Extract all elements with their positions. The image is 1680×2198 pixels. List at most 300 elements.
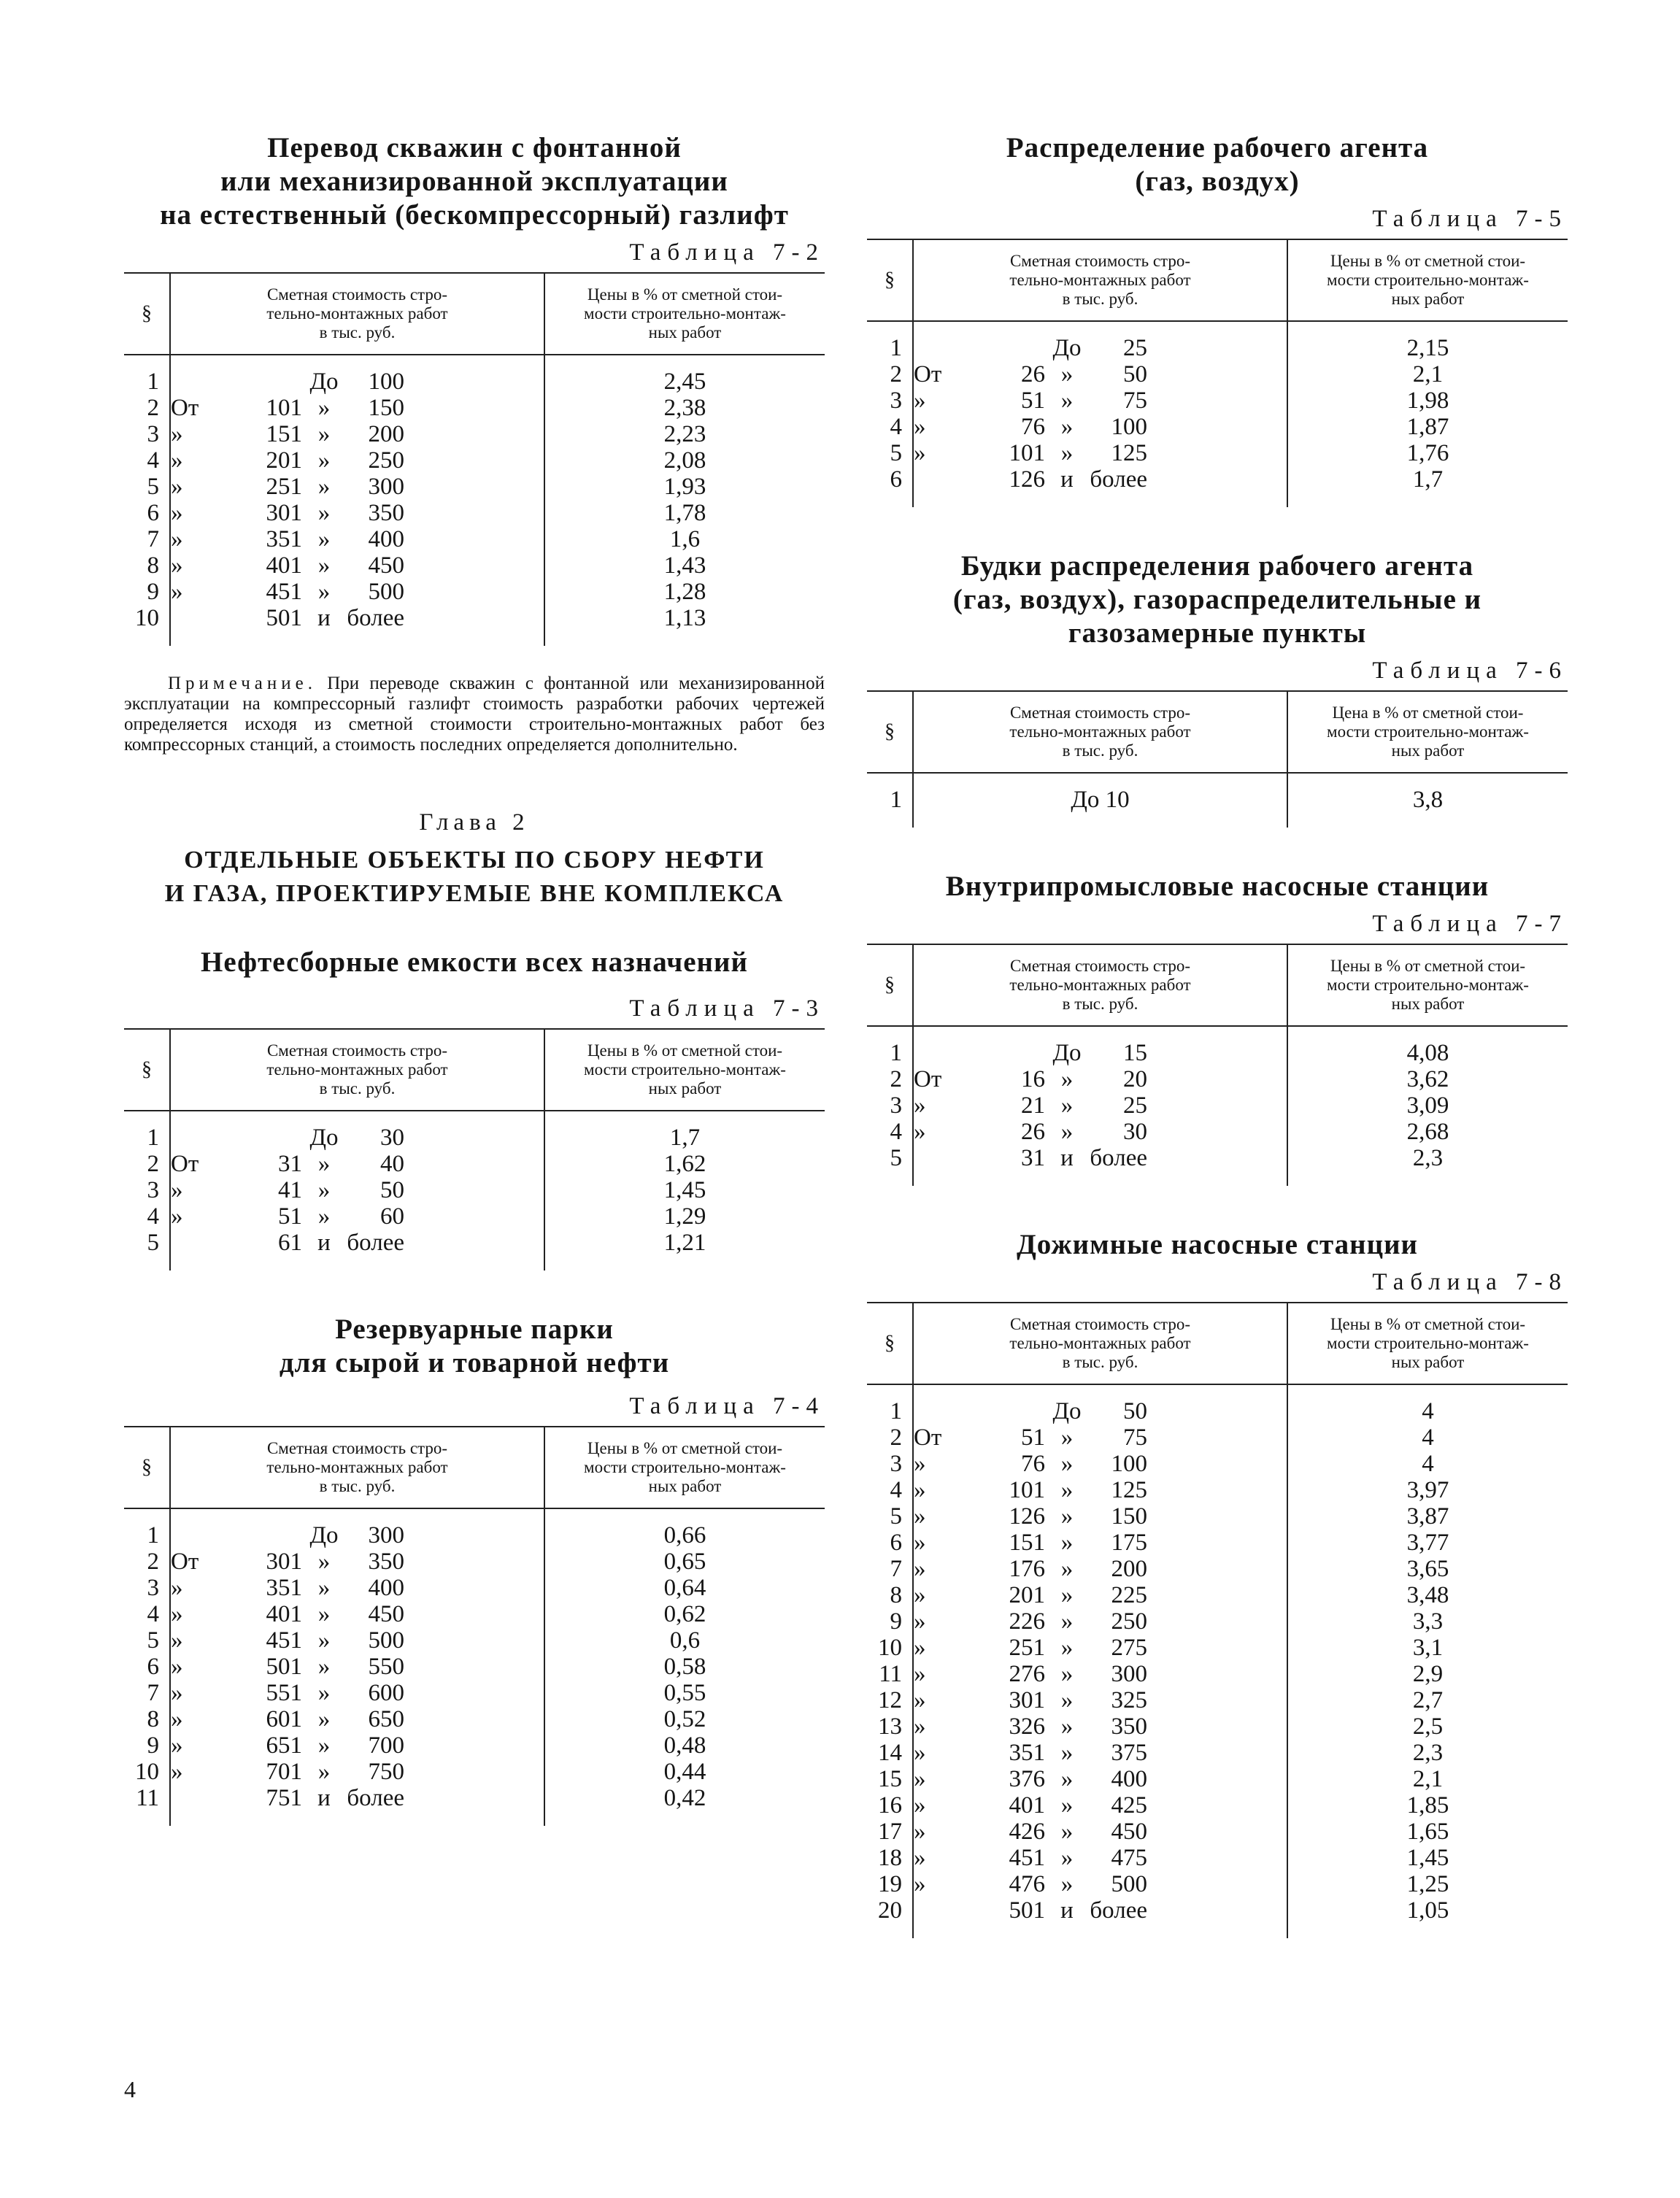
- range-sep: »: [317, 1759, 331, 1785]
- table-7-7-label: Таблица 7-7: [1372, 911, 1568, 937]
- range-to: более: [347, 605, 404, 631]
- cost-range: [914, 1635, 1147, 1661]
- cost-range: [914, 1687, 1147, 1713]
- range-to: 150: [1111, 1503, 1147, 1530]
- range-to: 200: [1111, 1556, 1147, 1582]
- price-percent: 2,1: [1287, 361, 1568, 387]
- table-row: [124, 1627, 825, 1654]
- range-sep: »: [317, 1680, 331, 1706]
- cost-range: [914, 1792, 1147, 1819]
- col-header-cost: Сметная стоимость стро- тельно-монтажных работ в тыс. руб.: [913, 1303, 1287, 1384]
- range-to: 25: [1123, 335, 1147, 361]
- cost-range: [914, 1040, 1147, 1066]
- range-to: 100: [368, 369, 404, 395]
- cost-range: [171, 605, 404, 631]
- range-sep: »: [317, 1203, 331, 1230]
- table-row: [867, 414, 1568, 440]
- cost-range: [171, 369, 404, 395]
- table-row: [867, 1871, 1568, 1897]
- range-to: 20: [1123, 1066, 1147, 1092]
- price-percent: 2,3: [1287, 1145, 1568, 1186]
- range-prefix: »: [914, 1556, 926, 1582]
- price-percent: 3,09: [1287, 1092, 1568, 1119]
- range-sep: »: [1060, 1740, 1074, 1766]
- range-to: 500: [1111, 1871, 1147, 1897]
- table-row: [124, 500, 825, 526]
- row-number: 10: [135, 605, 159, 631]
- range-prefix: »: [171, 421, 183, 447]
- col-header-section: §: [867, 944, 913, 1026]
- range-sep: и: [317, 1785, 331, 1811]
- range-sep: »: [317, 1601, 331, 1627]
- range-prefix: »: [914, 1608, 926, 1635]
- range-to: 550: [368, 1654, 404, 1680]
- range-to: 300: [368, 1522, 404, 1549]
- cost-range: [914, 1398, 1147, 1424]
- price-percent: 3,97: [1287, 1477, 1568, 1503]
- row-number: 4: [147, 447, 159, 474]
- range-sep: »: [1060, 1766, 1074, 1792]
- table-7-2: [124, 272, 825, 646]
- note-text: При переводе скважин с фонтанной или механизированной эксплуатации на компрессорный газлифт стоимость разработки рабочих чертежей определяется исходя из сметной стоимости строительно-монтажных работ без компрессорных станций, а стоимость последних определяется дополнительно.: [124, 674, 825, 755]
- range-from: 551: [266, 1680, 302, 1706]
- row-number: 4: [890, 414, 902, 440]
- range-sep: »: [1060, 1451, 1074, 1477]
- range-to: 275: [1111, 1635, 1147, 1661]
- range-from: 351: [266, 526, 302, 552]
- row-number: 4: [147, 1203, 159, 1230]
- cost-range: [171, 395, 404, 421]
- price-percent: 0,64: [544, 1575, 825, 1601]
- cost-range: [171, 421, 404, 447]
- range-sep: »: [1060, 1092, 1074, 1119]
- range-to: 425: [1111, 1792, 1147, 1819]
- price-percent: 1,87: [1287, 414, 1568, 440]
- price-percent: 1,7: [544, 1111, 825, 1151]
- table-row: [867, 1766, 1568, 1792]
- table-row: [124, 552, 825, 579]
- range-prefix: »: [914, 1819, 926, 1845]
- range-sep: »: [317, 395, 331, 421]
- price-percent: 0,42: [544, 1785, 825, 1826]
- range-from: 476: [1009, 1871, 1045, 1897]
- table-row: [867, 1503, 1568, 1530]
- price-percent: 0,55: [544, 1680, 825, 1706]
- table-7-8-label: Таблица 7-8: [1372, 1269, 1568, 1295]
- row-number: 10: [878, 1635, 902, 1661]
- range-to: 200: [368, 421, 404, 447]
- table-7-4-label: Таблица 7-4: [629, 1393, 825, 1419]
- price-percent: 1,29: [544, 1203, 825, 1230]
- price-percent: 2,7: [1287, 1687, 1568, 1713]
- range-to: 100: [1111, 1451, 1147, 1477]
- price-percent: 4: [1287, 1424, 1568, 1451]
- price-percent: 1,43: [544, 552, 825, 579]
- cost-range: [171, 447, 404, 474]
- range-from: 301: [266, 1549, 302, 1575]
- row-number: 20: [878, 1897, 902, 1924]
- price-percent: 3,77: [1287, 1530, 1568, 1556]
- range-from: 401: [266, 552, 302, 579]
- range-sep: »: [1060, 1635, 1074, 1661]
- table-row: [124, 1706, 825, 1732]
- price-percent: 1,25: [1287, 1871, 1568, 1897]
- cost-range: [171, 579, 404, 605]
- table-7-7-heading: Внутрипромысловые насосные станции: [945, 871, 1490, 902]
- range-to: 30: [380, 1125, 404, 1151]
- range-from: 21: [1021, 1092, 1045, 1119]
- row-number: 12: [878, 1687, 902, 1713]
- table-row: [124, 1759, 825, 1785]
- range-to: 450: [368, 1601, 404, 1627]
- range-from: 301: [1009, 1687, 1045, 1713]
- range-from: 651: [266, 1732, 302, 1759]
- table-row: [124, 1575, 825, 1601]
- range-sep: »: [1060, 1871, 1074, 1897]
- table-row: [124, 605, 825, 646]
- range-to: 125: [1111, 440, 1147, 466]
- col-header-percent: Цены в % от сметной стои- мости строительно-монтаж- ных работ: [544, 1427, 825, 1508]
- price-percent: 1,62: [544, 1151, 825, 1177]
- price-percent: 4: [1287, 1384, 1568, 1424]
- range-prefix: »: [914, 1503, 926, 1530]
- row-number: 1: [890, 787, 902, 813]
- cost-range: [171, 1230, 404, 1256]
- range-prefix: »: [171, 1732, 183, 1759]
- range-from: 51: [1021, 1424, 1045, 1451]
- table-row: [867, 1451, 1568, 1477]
- price-percent: 3,62: [1287, 1066, 1568, 1092]
- range-sep: »: [1060, 361, 1074, 387]
- range-to: 150: [368, 395, 404, 421]
- range-to: 15: [1123, 1040, 1147, 1066]
- range-to: 30: [1123, 1119, 1147, 1145]
- col-header-section: §: [124, 1427, 170, 1508]
- range-sep: »: [317, 447, 331, 474]
- row-number: 8: [147, 1706, 159, 1732]
- table-row: [867, 1556, 1568, 1582]
- range-from: 126: [1009, 1503, 1045, 1530]
- range-from: 126: [1009, 466, 1045, 493]
- cost-range: [914, 1871, 1147, 1897]
- row-number: 13: [878, 1713, 902, 1740]
- range-from: 26: [1021, 1119, 1045, 1145]
- cost-range: [171, 1125, 404, 1151]
- row-number: 2: [890, 1424, 902, 1451]
- range-prefix: »: [171, 1680, 183, 1706]
- range-to: 75: [1123, 1424, 1147, 1451]
- range-from: 76: [1021, 1451, 1045, 1477]
- range-from: 501: [266, 605, 302, 631]
- cost-range: [914, 1424, 1147, 1451]
- range-to: 250: [1111, 1608, 1147, 1635]
- range-from: 351: [1009, 1740, 1045, 1766]
- range-sep: До: [309, 1125, 339, 1151]
- range-to: 60: [380, 1203, 404, 1230]
- range-from: 451: [266, 579, 302, 605]
- range-to: 700: [368, 1732, 404, 1759]
- range-to: более: [347, 1230, 404, 1256]
- cost-range: [171, 500, 404, 526]
- range-prefix: »: [171, 1575, 183, 1601]
- range-prefix: »: [914, 1845, 926, 1871]
- cost-range: [171, 1654, 404, 1680]
- range-prefix: »: [914, 1635, 926, 1661]
- range-from: 61: [278, 1230, 302, 1256]
- cost-range: [914, 1477, 1147, 1503]
- range-prefix: »: [171, 1759, 183, 1785]
- range-sep: »: [1060, 387, 1074, 414]
- range-to: 750: [368, 1759, 404, 1785]
- range-prefix: »: [914, 1582, 926, 1608]
- range-sep: »: [1060, 1556, 1074, 1582]
- row-number: 1: [147, 1125, 159, 1151]
- range-from: 26: [1021, 361, 1045, 387]
- price-percent: 2,9: [1287, 1661, 1568, 1687]
- table-7-6-heading: Будки распределения рабочего агента (газ, воздух), газораспределительные и газозамерные пункты: [952, 550, 1482, 649]
- cost-range: [914, 1066, 1147, 1092]
- price-percent: 1,45: [1287, 1845, 1568, 1871]
- range-from: 101: [266, 395, 302, 421]
- table-7-2-label: Таблица 7-2: [629, 239, 825, 266]
- table-row: [867, 1582, 1568, 1608]
- range-sep: »: [1060, 1687, 1074, 1713]
- cost-range: [171, 1680, 404, 1706]
- right-column: [867, 131, 1568, 1938]
- table-row: [124, 526, 825, 552]
- cost-range: [171, 526, 404, 552]
- row-number: 5: [890, 440, 902, 466]
- table-row: [867, 1092, 1568, 1119]
- table-7-8-heading: Дожимные насосные станции: [1016, 1229, 1419, 1260]
- row-number: 19: [878, 1871, 902, 1897]
- table-7-2-note: [124, 674, 825, 755]
- cost-range: [171, 552, 404, 579]
- range-from: 226: [1009, 1608, 1045, 1635]
- row-number: 3: [147, 421, 159, 447]
- price-percent: 2,08: [544, 447, 825, 474]
- range-to: 350: [1111, 1713, 1147, 1740]
- table-7-5: [867, 239, 1568, 507]
- col-header-percent: Цены в % от сметной стои- мости строительно-монтаж- ных работ: [1287, 239, 1568, 321]
- range-sep: »: [317, 1732, 331, 1759]
- table-7-6-label: Таблица 7-6: [1372, 658, 1568, 684]
- range-sep: »: [1060, 1424, 1074, 1451]
- range-prefix: »: [171, 1706, 183, 1732]
- range-from: 401: [266, 1601, 302, 1627]
- range-sep: »: [1060, 1119, 1074, 1145]
- row-number: 4: [890, 1119, 902, 1145]
- range-prefix: »: [914, 387, 926, 414]
- cost-range: [171, 1627, 404, 1654]
- price-percent: 0,65: [544, 1549, 825, 1575]
- range-from: 31: [278, 1151, 302, 1177]
- range-sep: »: [317, 579, 331, 605]
- price-percent: 1,76: [1287, 440, 1568, 466]
- range-to: более: [1090, 1145, 1147, 1171]
- range-prefix: От: [914, 1066, 942, 1092]
- range-to: 650: [368, 1706, 404, 1732]
- row-number: 2: [147, 395, 159, 421]
- row-number: 5: [890, 1145, 902, 1171]
- row-number: 6: [147, 1654, 159, 1680]
- cost-range: [914, 1556, 1147, 1582]
- table-row: [867, 1424, 1568, 1451]
- table-row: [867, 773, 1568, 828]
- price-percent: 0,66: [544, 1508, 825, 1549]
- range-prefix: »: [171, 1654, 183, 1680]
- range-from: 501: [266, 1654, 302, 1680]
- range-to: 300: [1111, 1661, 1147, 1687]
- cost-range: [171, 1203, 404, 1230]
- range-to: 50: [380, 1177, 404, 1203]
- range-to: 25: [1123, 1092, 1147, 1119]
- table-row: [867, 1066, 1568, 1092]
- chapter-title: ОТДЕЛЬНЫЕ ОБЪЕКТЫ ПО СБОРУ НЕФТИ И ГАЗА, ПРОЕКТИРУЕМЫЕ ВНЕ КОМПЛЕКСА: [164, 847, 785, 907]
- range-sep: До: [309, 369, 339, 395]
- row-number: 10: [135, 1759, 159, 1785]
- table-row: [867, 466, 1568, 507]
- table-row: [124, 579, 825, 605]
- row-number: 2: [147, 1549, 159, 1575]
- table-row: [867, 1845, 1568, 1871]
- range-sep: »: [1060, 1792, 1074, 1819]
- range-prefix: »: [914, 1713, 926, 1740]
- range-sep: До: [1052, 335, 1082, 361]
- range-sep: »: [1060, 1582, 1074, 1608]
- range-to: 475: [1111, 1845, 1147, 1871]
- price-percent: 1,65: [1287, 1819, 1568, 1845]
- table-7-3-label: Таблица 7-3: [629, 995, 825, 1022]
- cost-range: [914, 1092, 1147, 1119]
- range-from: 426: [1009, 1819, 1045, 1845]
- row-number: 5: [147, 1627, 159, 1654]
- row-number: 8: [147, 552, 159, 579]
- row-number: 16: [878, 1792, 902, 1819]
- range-to: 50: [1123, 361, 1147, 387]
- row-number: 2: [890, 361, 902, 387]
- row-number: 7: [147, 526, 159, 552]
- range-sep: »: [1060, 1661, 1074, 1687]
- range-from: 101: [1009, 1477, 1045, 1503]
- price-percent: 4,08: [1287, 1026, 1568, 1066]
- cost-range: [171, 1522, 404, 1549]
- col-header-cost: Сметная стоимость стро- тельно-монтажных работ в тыс. руб.: [170, 1427, 544, 1508]
- price-percent: 2,15: [1287, 321, 1568, 361]
- table-row: [867, 440, 1568, 466]
- range-from: 351: [266, 1575, 302, 1601]
- table-row: [124, 1601, 825, 1627]
- range-prefix: »: [171, 579, 183, 605]
- col-header-percent: Цены в % от сметной стои- мости строительно-монтаж- ных работ: [544, 273, 825, 355]
- range-to: 225: [1111, 1582, 1147, 1608]
- range-prefix: »: [914, 414, 926, 440]
- range-to: более: [347, 1785, 404, 1811]
- range-to: 250: [368, 447, 404, 474]
- range-from: 101: [1009, 440, 1045, 466]
- col-header-section: §: [124, 1029, 170, 1111]
- page-number: 4: [124, 2076, 136, 2102]
- price-percent: 1,93: [544, 474, 825, 500]
- range-to: 125: [1111, 1477, 1147, 1503]
- row-number: 8: [890, 1582, 902, 1608]
- cost-range: [914, 414, 1147, 440]
- chapter-label: Глава 2: [419, 809, 530, 836]
- table-row: [124, 1785, 825, 1826]
- range-sep: »: [317, 474, 331, 500]
- range-prefix: От: [171, 395, 199, 421]
- range-to: 50: [1123, 1398, 1147, 1424]
- range-to: 500: [368, 579, 404, 605]
- row-number: 6: [147, 500, 159, 526]
- row-number: 1: [147, 369, 159, 395]
- price-percent: 0,6: [544, 1627, 825, 1654]
- range-sep: »: [1060, 1066, 1074, 1092]
- row-number: 3: [147, 1177, 159, 1203]
- range-sep: До: [309, 1522, 339, 1549]
- table-row: [867, 1687, 1568, 1713]
- table-row: [124, 1230, 825, 1270]
- table-7-5-heading: Распределение рабочего агента (газ, воздух): [1006, 132, 1429, 197]
- cost-range: [171, 1759, 404, 1785]
- table-7-8: [867, 1302, 1568, 1938]
- col-header-section: §: [124, 273, 170, 355]
- price-percent: 2,3: [1287, 1740, 1568, 1766]
- price-percent: 0,62: [544, 1601, 825, 1627]
- row-number: 9: [890, 1608, 902, 1635]
- cost-range: [171, 1601, 404, 1627]
- range-from: 376: [1009, 1766, 1045, 1792]
- table-row: [867, 1384, 1568, 1424]
- cost-range: [171, 1785, 404, 1811]
- range-sep: »: [317, 500, 331, 526]
- cost-range: [914, 1608, 1147, 1635]
- price-percent: 0,48: [544, 1732, 825, 1759]
- cost-range: [914, 1713, 1147, 1740]
- cost-range: [914, 1845, 1147, 1871]
- range-prefix: »: [914, 1092, 926, 1119]
- row-number: 14: [878, 1740, 902, 1766]
- price-percent: 2,5: [1287, 1713, 1568, 1740]
- col-header-percent: Цена в % от сметной стои- мости строительно-монтаж- ных работ: [1287, 691, 1568, 773]
- cost-range: [171, 1575, 404, 1601]
- cost-range: [914, 1119, 1147, 1145]
- range-from: 401: [1009, 1792, 1045, 1819]
- range-prefix: »: [171, 552, 183, 579]
- cost-range: [914, 361, 1147, 387]
- range-prefix: »: [914, 1477, 926, 1503]
- table-7-3-heading: Нефтесборные емкости всех назначений: [201, 946, 748, 978]
- range-to: 325: [1111, 1687, 1147, 1713]
- cost-range: [171, 1549, 404, 1575]
- cost-range: [914, 387, 1147, 414]
- table-row: [867, 1792, 1568, 1819]
- range-prefix: »: [171, 447, 183, 474]
- row-number: 18: [878, 1845, 902, 1871]
- col-header-cost: Сметная стоимость стро- тельно-монтажных работ в тыс. руб.: [170, 1029, 544, 1111]
- row-number: 7: [890, 1556, 902, 1582]
- cost-range: [914, 1582, 1147, 1608]
- table-row: [867, 1661, 1568, 1687]
- range-sep: и: [1060, 1145, 1074, 1171]
- range-from: 31: [1021, 1145, 1045, 1171]
- range-prefix: »: [171, 1601, 183, 1627]
- range-sep: »: [317, 421, 331, 447]
- table-row: [867, 1819, 1568, 1845]
- row-number: 15: [878, 1766, 902, 1792]
- cost-range: [914, 1819, 1147, 1845]
- price-percent: 1,85: [1287, 1792, 1568, 1819]
